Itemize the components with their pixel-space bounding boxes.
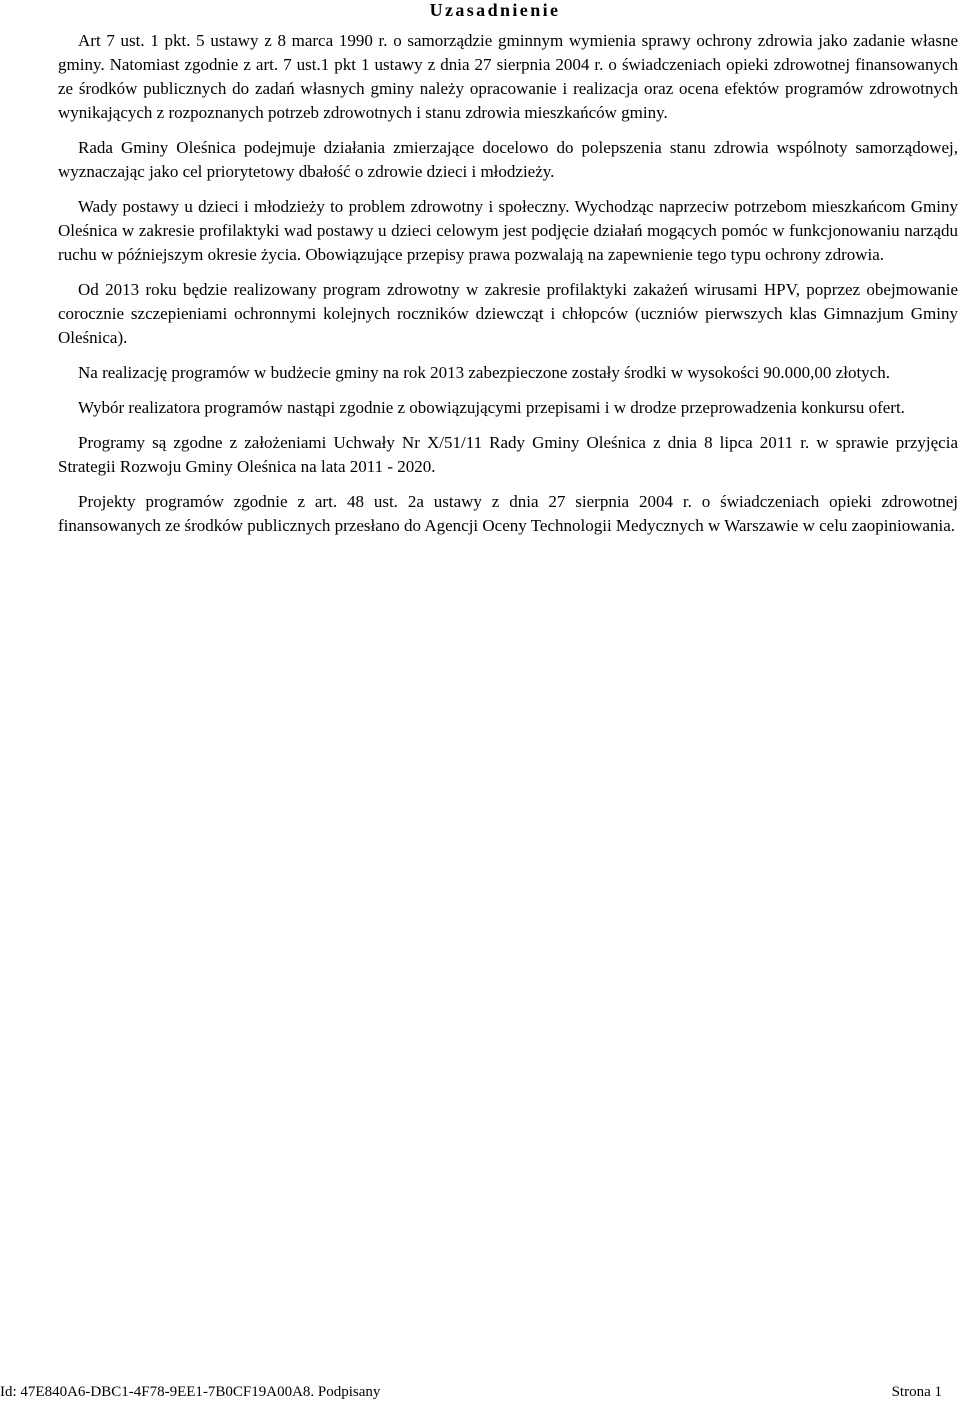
paragraph-posture-defects: Wady postawy u dzieci i młodzieży to problem zdrowotny i społeczny. Wychodząc naprzeciw potrzebom mieszkańcom Gminy Oleśnica w zakresie profilaktyki wad postawy u dzieci celowym jest podjęcie działań mogących pomóc w funkcjonowaniu narządu ruchu w późniejszym okresie życia. Obowiązujące przepisy prawa pozwalają na zapewnienie tego typu ochrony zdrowia. [58, 197, 958, 264]
page-footer [0, 1382, 960, 1402]
paragraph-council-actions: Rada Gminy Oleśnica podejmuje działania zmierzające docelowo do polepszenia stanu zdrowia wspólnoty samorządowej, wyznaczając jako cel priorytetowy dbałość o zdrowie dzieci i młodzieży. [58, 138, 958, 181]
document-title: Uzasadnienie [429, 0, 561, 20]
paragraph-contractor-selection: Wybór realizatora programów nastąpi zgodnie z obowiązującymi przepisami i w drodze przeprowadzenia konkursu ofert. [78, 398, 905, 417]
paragraph-budget: Na realizację programów w budżecie gminy na rok 2013 zabezpieczone zostały środki w wysokości 90.000,00 złotych. [78, 363, 890, 382]
document-id: Id: 47E840A6-DBC1-4F78-9EE1-7B0CF19A00A8. Podpisany [0, 1384, 381, 1400]
paragraph-hpv-program: Od 2013 roku będzie realizowany program zdrowotny w zakresie profilaktyki zakażeń wirusami HPV, poprzez obejmowanie corocznie szczepieniami ochronnymi kolejnych roczników dziewcząt i chłopców (uczniów pierwszych klas Gimnazjum Gminy Oleśnica). [58, 280, 958, 347]
paragraph-agency-review: Projekty programów zgodnie z art. 48 ust. 2a ustawy z dnia 27 sierpnia 2004 r. o świadczeniach opieki zdrowotnej finansowanych ze środków publicznych przesłano do Agencji Oceny Technologii Medycznych w Warszawie w celu zaopiniowania. [58, 492, 958, 535]
document-body [58, 29, 958, 549]
paragraph-legal-basis: Art 7 ust. 1 pkt. 5 ustawy z 8 marca 1990 r. o samorządzie gminnym wymienia sprawy ochrony zdrowia jako zadanie własne gminy. Natomiast zgodnie z art. 7 ust.1 pkt 1 ustawy z dnia 27 sierpnia 2004 r. o świadczeniach opieki zdrowotnej finansowanych ze środków publicznych do zadań własnych gminy należy opracowanie i realizacja oraz ocena efektów programów zdrowotnych wynikających z rozpoznanych potrzeb zdrowotnych i stanu zdrowia mieszkańców gminy. [58, 31, 958, 122]
paragraph-strategy-compliance: Programy są zgodne z założeniami Uchwały Nr X/51/11 Rady Gminy Oleśnica z dnia 8 lipca 2011 r. w sprawie przyjęcia Strategii Rozwoju Gminy Oleśnica na lata 2011 - 2020. [58, 433, 958, 476]
page-number: Strona 1 [891, 1384, 942, 1400]
